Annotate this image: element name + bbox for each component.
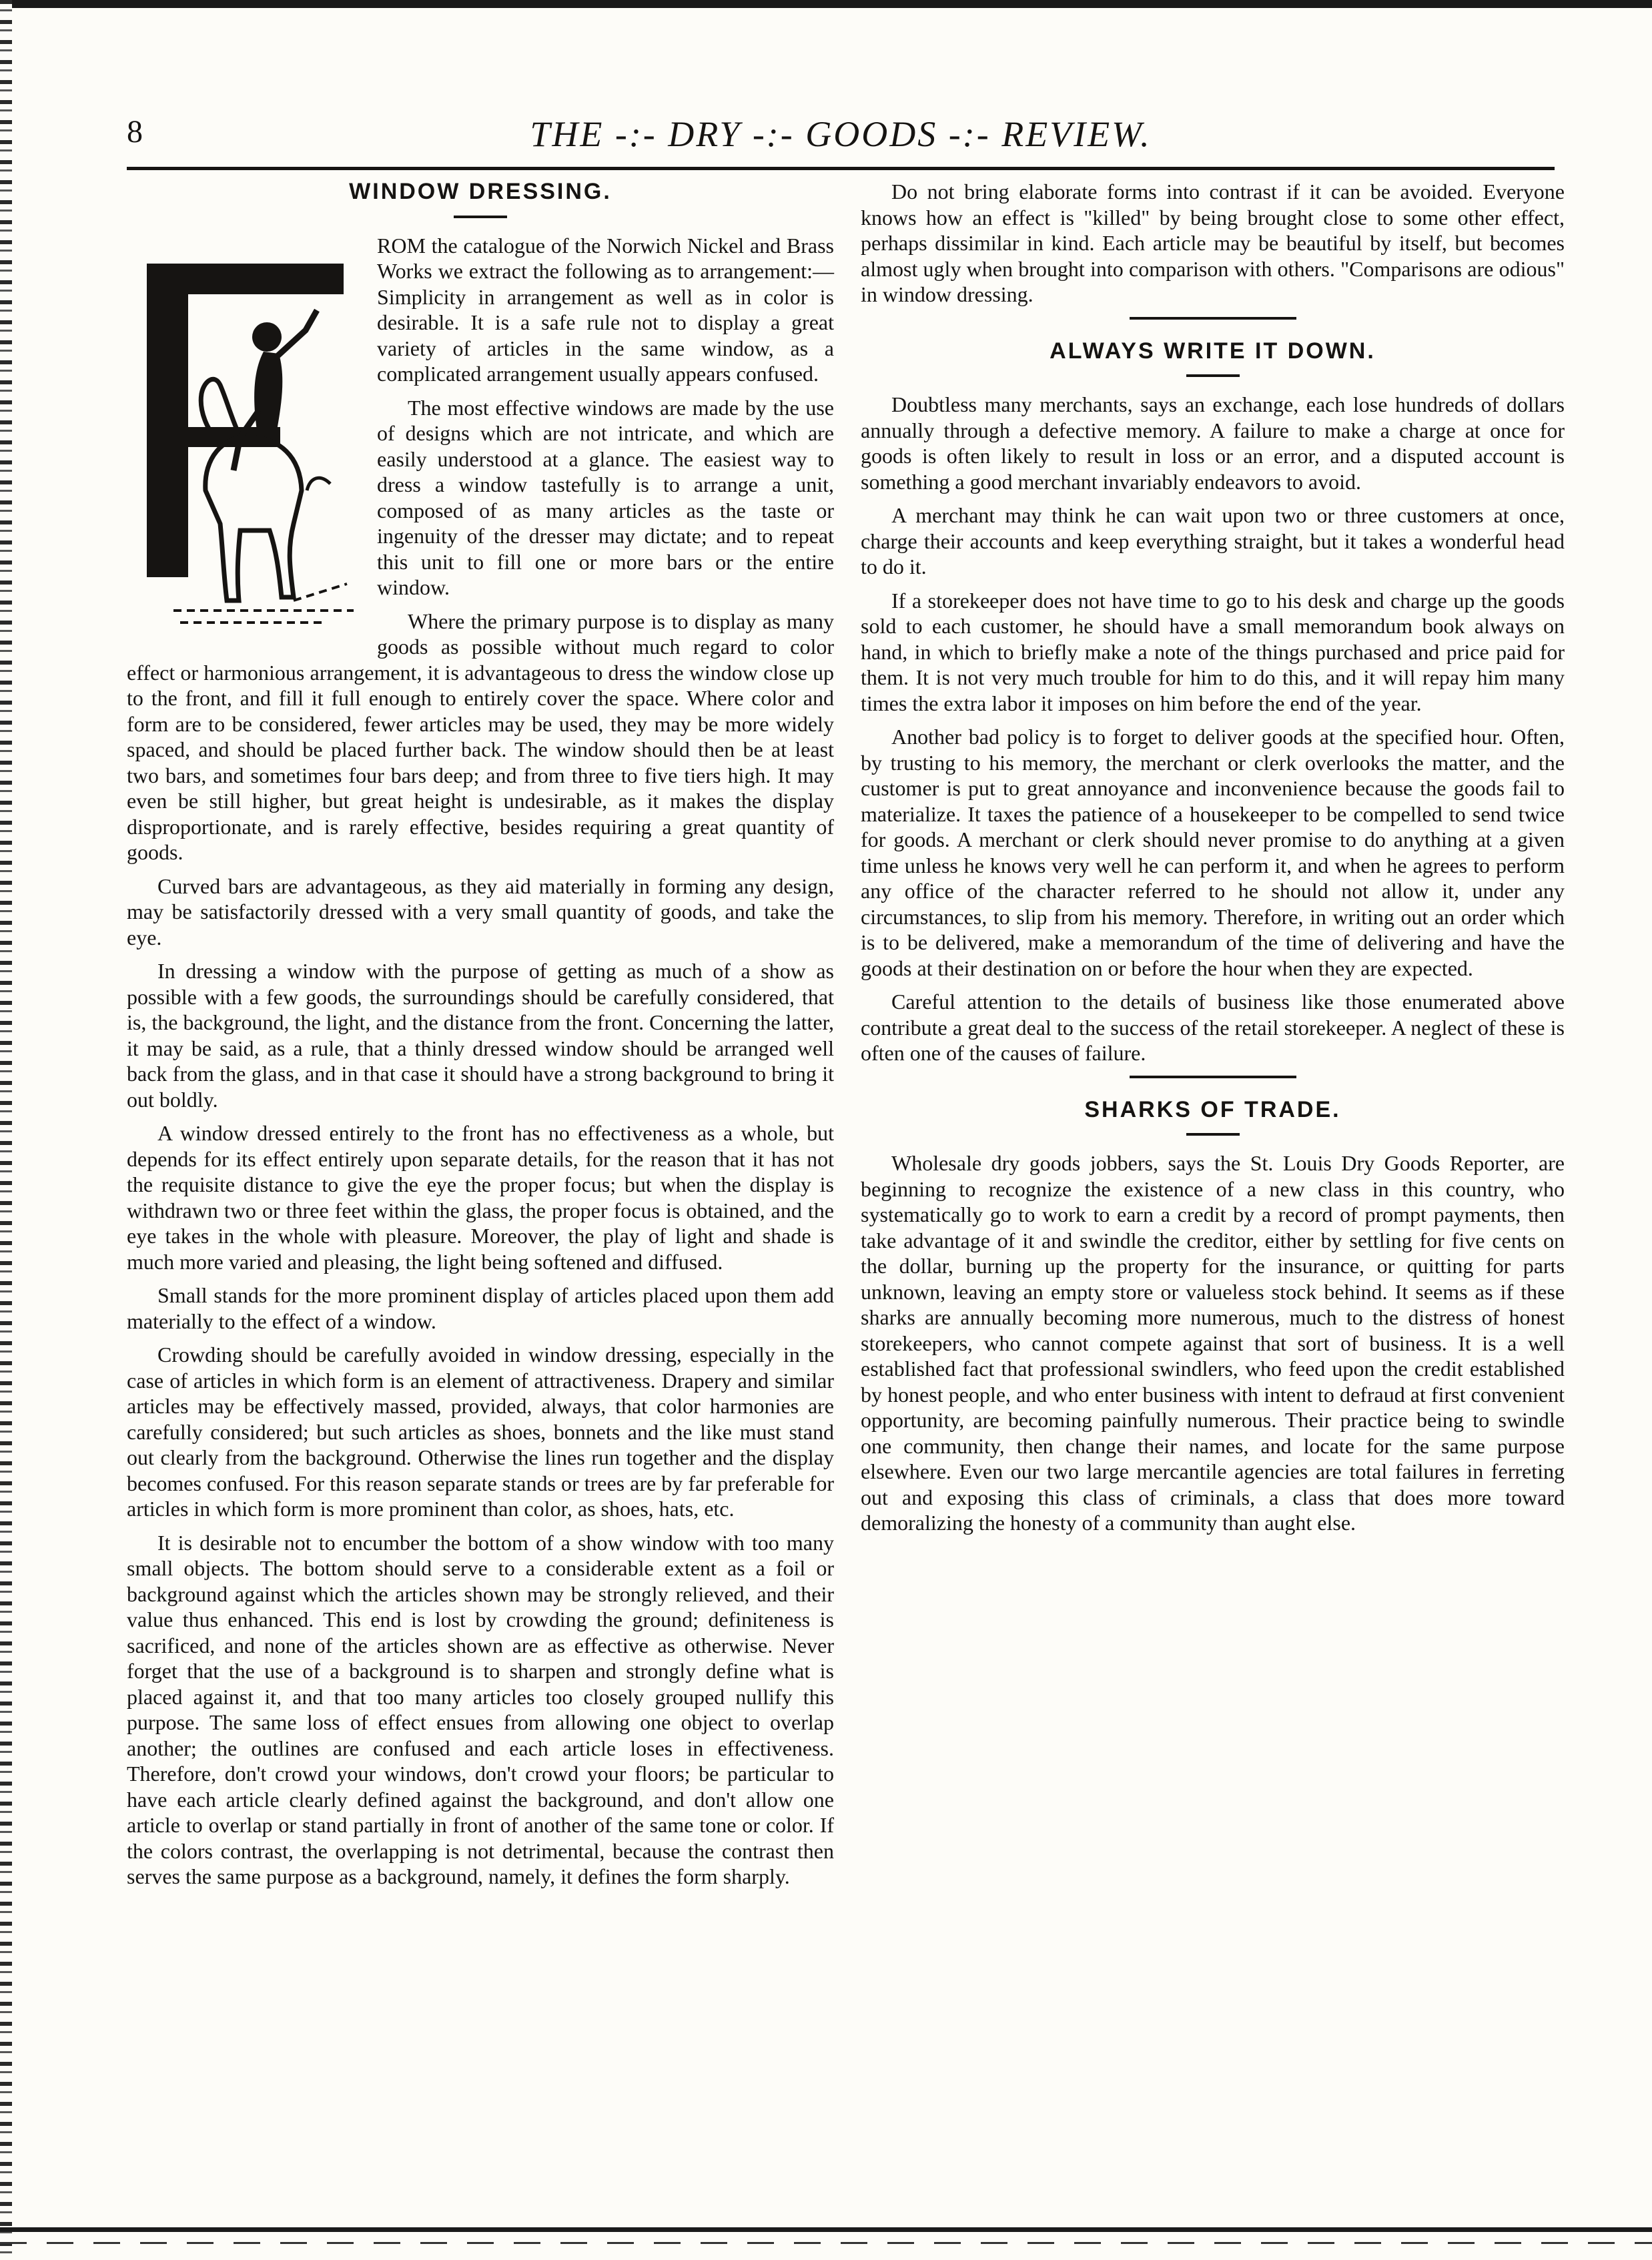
paragraph: Curved bars are advantageous, as they aid materially in forming any design, may be satisfactorily dressed with a very small quantity of goods, and take the eye. xyxy=(127,873,834,950)
title-rule xyxy=(1186,1133,1240,1136)
paragraph: Another bad policy is to forget to deliver goods at the specified hour. Often, by trusting to his memory, the merchant or clerk overlooks the matter, and the customer is put to great annoyance and inconvenience because the goods fail to materialize. It taxes the patience of a housekeeper to be compelled to send twice for goods. A merchant or clerk should never promise to do anything at a given time unless he knows very well he can perform it, and when he agrees to perform any office of the character referred to he should not allow it, under any circumstances, to slip from his memory. Therefore, in writing out an order which is to be delivered, make a memorandum of the time of delivering and have the goods at their destination on or before the hour when they are expected. xyxy=(861,725,1565,980)
section-separator xyxy=(1130,317,1296,320)
section-title-always-write-it-down: ALWAYS WRITE IT DOWN. xyxy=(1050,338,1376,364)
paragraph: If a storekeeper does not have time to go to his desk and charge up the goods sold to each customer, he should have a small memorandum book always on hand, in which to briefly make a note of the things purchased and price paid for them. It is not very much trouble for him to do this, and it will repay him many times the extra labor it imposes on him before the end of the year. xyxy=(861,588,1565,715)
paragraph: Careful attention to the details of business like those enumerated above contribute a great deal to the success of the retail storekeeper. A neglect of these is often one of the causes of failure. xyxy=(861,990,1565,1065)
section-title-window-dressing: WINDOW DRESSING. xyxy=(349,179,612,204)
page-binding-edge xyxy=(0,0,12,2260)
paragraph: Crowding should be carefully avoided in window dressing, especially in the case of articles in which form is an element of attractiveness. Drapery and similar articles may be effectively massed, provided, always, that color harmonies are carefully considered; but such articles as shoes, bonnets and the like must stand out clearly from the background. Otherwise the lines run together and the display becomes confused. For this reason separate stands or trees are by far preferable for articles in which form is more prominent than color, as shoes, hats, etc. xyxy=(127,1343,834,1521)
paragraph: Doubtless many merchants, says an exchange, each lose hundreds of dollars annually through a defective memory. A failure to make a charge at once for goods is often likely to result in loss or an error, and a disputed account is something a good merchant invariably endeavors to avoid. xyxy=(861,392,1565,494)
paragraph: It is desirable not to encumber the bottom of a show window with too many small objects. The bottom should serve to a considerable extent as a foil or background against which the articles shown may be strongly relieved, and their value thus enhanced. This end is lost by crowding the ground; definiteness is sacrificed, and none of the articles shown are as effective as otherwise. Never forget that the use of a background is to sharpen and strongly define what is placed against it, and that too many articles too closely grouped nullify this purpose. The same loss of effect ensues from allowing one object to overlap another; the outlines are confused and each article loses in effectiveness. Therefore, don't crowd your windows, don't crowd your floors; be particular to have each article clearly defined against the background, and don't allow one article to overlap or stand partially in front of another of the same tone or color. If the colors contrast, the overlapping is not detrimental, because the contrast then serves the same purpose as a background, namely, it defines the form sharply. xyxy=(127,1530,834,1888)
title-rule xyxy=(1186,374,1240,377)
left-column xyxy=(127,179,834,1898)
header-rule xyxy=(127,167,1555,170)
section-title-sharks-of-trade: SHARKS OF TRADE. xyxy=(1084,1096,1341,1122)
page-header xyxy=(127,113,1555,160)
illustrated-initial-f-horse-rider-icon xyxy=(127,237,364,632)
paragraph: Small stands for the more prominent display of articles placed upon them add materially to the effect of a window. xyxy=(127,1283,834,1333)
paragraph: A merchant may think he can wait upon two or three customers at once, charge their accounts and keep everything straight, but it takes a wonderful head to do it. xyxy=(861,503,1565,579)
paragraph: Wholesale dry goods jobbers, says the St. Louis Dry Goods Reporter, are beginning to recognize the existence of a new class in this country, who systematically go to work to earn a credit by a record of prompt payments, then take advantage of it and swindle the creditor, either by settling for five cents on the dollar, burning up the property for the insurance, or quitting for parts unknown, leaving an empty store or valueless stock behind. It seems as if these sharks are annually becoming more numerous, much to the distress of honest storekeepers, who cannot compete against that sort of business. It is a well established fact that professional swindlers, who feed upon the credit established by honest people, and who enter business with intent to defraud at first convenient opportunity, are becoming painfully numerous. Their practice being to swindle one community, then change their names, and locate for the same purpose elsewhere. Even our two large mercantile agencies are total failures in ferreting out and exposing this class of criminals, a class that does more toward demoralizing the honesty of a community than aught else. xyxy=(861,1151,1565,1535)
title-rule xyxy=(454,216,507,218)
paragraph: A window dressed entirely to the front has no effectiveness as a whole, but depends for its effect entirely upon separate details, for the reason that it has not the requisite distance to give the eye the proper focus; but when the display is withdrawn two or three feet within the glass, the proper focus is obtained, and the eye takes in the whole with pleasure. Moreover, the play of light and shade is much more varied and pleasing, the light being softened and diffused. xyxy=(127,1121,834,1274)
page-bottom-edge xyxy=(0,2222,1652,2260)
page-top-edge xyxy=(0,0,1652,8)
paragraph: ROM the catalogue of the Norwich Nickel and Brass Works we extract the following as to arrangement:—Simplicity in arrangement as well as in color is desirable. It is a safe rule not to display a great variety of articles in the same window, as a complicated arrangement usually appears confused. xyxy=(377,233,834,386)
section-separator xyxy=(1130,1076,1296,1078)
right-column xyxy=(861,179,1565,1544)
paragraph: Where the primary purpose is to display as many goods as possible without much regard to color effect or harmonious arrangement, it is advantageous to dress the window close up to the front, and fill it full enough to entirely cover the space. Where color and form are to be considered, fewer articles may be used, they may be more widely spaced, and should be placed further back. The window should then be at least two bars, and sometimes four bars deep; and from three to five tiers high. It may even be still higher, but great height is undesirable, as it makes the display disproportionate, and is rarely effective, besides requiring a great quantity of goods. xyxy=(127,609,834,864)
paragraph: Do not bring elaborate forms into contrast if it can be avoided. Everyone knows how an effect is "killed" by being brought close to some other effect, perhaps dissimilar in kind. Each article may be beautiful by itself, but becomes almost ugly when brought into comparison with others. "Comparisons are odious" in window dressing. xyxy=(861,179,1565,306)
page-number: 8 xyxy=(127,114,143,149)
paragraph: In dressing a window with the purpose of getting as much of a show as possible with a few goods, the surroundings should be carefully considered, that is, the background, the light, and the distance from the front. Concerning the latter, it may be said, as a rule, that a thinly dressed window should be arranged well back from the glass, and in that case it should have a strong background to bring it out boldly. xyxy=(127,959,834,1112)
running-title: THE -:- DRY -:- GOODS -:- REVIEW. xyxy=(530,114,1152,154)
paragraph: The most effective windows are made by the use of designs which are not intricate, and which are easily understood at a glance. The easiest way to dress a window tastefully is to arrange a unit, composed of as many articles as the taste or ingenuity of the dresser may dictate; and to repeat this unit to fill one or more bars or the entire window. xyxy=(377,395,834,599)
